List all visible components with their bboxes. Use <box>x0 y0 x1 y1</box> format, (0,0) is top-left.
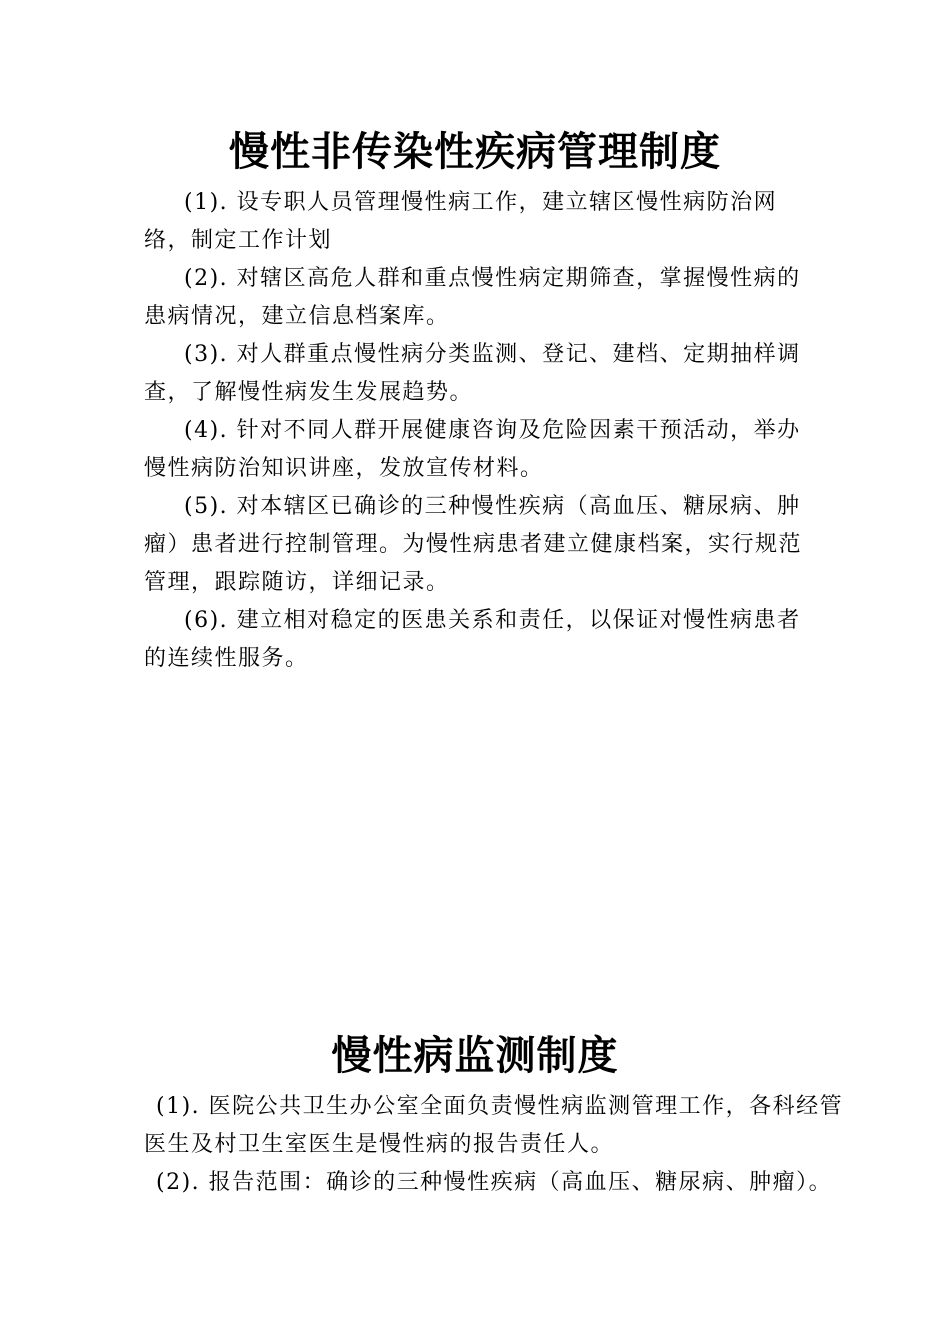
section2-item-2: (2). 报告范围：确诊的三种慢性疾病（高血压、糖尿病、肿瘤）。 <box>156 1170 833 1195</box>
section1-item-2: (2). 对辖区高危人群和重点慢性病定期筛查，掌握慢性病的患病情况，建立信息档案库。 <box>144 266 801 329</box>
section2-body <box>144 1088 844 1202</box>
section2-item-1: (1). 医院公共卫生办公室全面负责慢性病监测管理工作，各科经管医生及村卫生室医生是慢性病的报告责任人。 <box>144 1094 844 1157</box>
section1-item-5: (5). 对本辖区已确诊的三种慢性疾病（高血压、糖尿病、肿瘤）患者进行控制管理。为慢性病患者建立健康档案，实行规范管理，跟踪随访，详细记录。 <box>144 494 803 595</box>
section1-title: 慢性非传染性疾病管理制度 <box>229 129 721 175</box>
section1-body <box>144 184 824 678</box>
section1-item-4: (4). 针对不同人群开展健康咨询及危险因素干预活动，举办慢性病防治知识讲座，发放宣传材料。 <box>144 418 801 481</box>
section2-title: 慢性病监测制度 <box>331 1033 619 1079</box>
section1-item-6: (6). 建立相对稳定的医患关系和责任，以保证对慢性病患者的连续性服务。 <box>144 608 801 671</box>
section1-item-3: (3). 对人群重点慢性病分类监测、登记、建档、定期抽样调查，了解慢性病发生发展趋势。 <box>144 342 801 405</box>
section1-item-1: (1). 设专职人员管理慢性病工作，建立辖区慢性病防治网络，制定工作计划 <box>144 190 778 253</box>
